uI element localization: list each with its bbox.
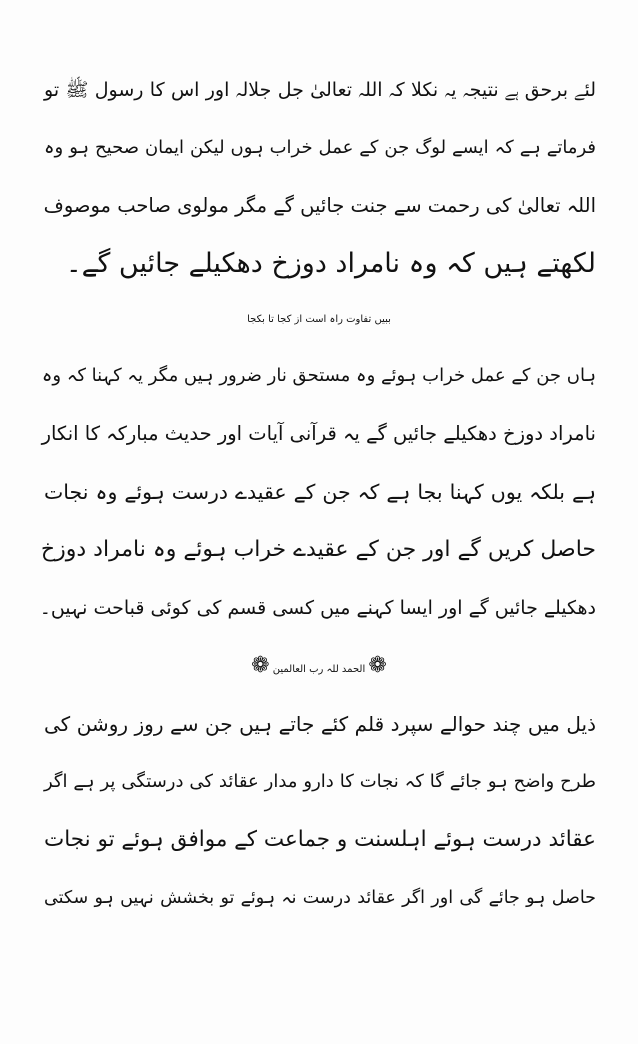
text-line: لکھتے ہیں کہ وہ نامراد دوزخ دھکیلے جائیں گے۔ <box>65 248 596 279</box>
ornament-icon: ❁ <box>251 653 270 678</box>
text-line: عقائد درست ہوئے اہلسنت و جماعت کے موافق ہوئے تو نجات <box>44 827 596 852</box>
text-line: ذیل میں چند حوالے سپرد قلم کئے جاتے ہیں جن سے روز روشن کی <box>44 712 596 736</box>
text-line: ہے بلکہ یوں کہنا بجا ہے کہ جن کے عقیدے درست ہوئے وہ نجات <box>44 480 596 504</box>
doxology-heading <box>0 646 638 690</box>
text-line: حاصل کریں گے اور جن کے عقیدے خراب ہوئے وہ نامراد دوزخ <box>40 537 596 562</box>
text-line: اللہ تعالیٰ کی رحمت سے جنت جائیں گے مگر مولوی صاحب موصوف <box>43 194 596 217</box>
text-line: فرماتے ہے کہ ایسے لوگ جن کے عمل خراب ہوں لیکن ایمان صحیح ہو وہ <box>44 137 596 158</box>
text-line: ہاں جن کے عمل خراب ہوئے وہ مستحق نار ضرور ہیں مگر یہ کہنا کہ وہ <box>41 365 596 386</box>
text-line: نامراد دوزخ دھکیلے جائیں گے یہ قرآنی آیات اور حدیث مبارکہ کا انکار <box>41 422 596 445</box>
doxology-text: الحمد للہ رب العالمین <box>272 664 366 675</box>
text-line: حاصل ہو جائے گی اور اگر عقائد درست نہ ہوئے تو بخشش نہیں ہو سکتی <box>44 888 596 908</box>
text-line: لئے برحق ہے نتیجہ یہ نکلا کہ اللہ تعالیٰ جل جلالہ اور اس کا رسول ﷺ تو <box>44 79 596 101</box>
text-line: دھکیلے جائیں گے اور ایسا کہنے میں کسی قسم کی کوئی قباحت نہیں۔ <box>39 597 596 619</box>
text-line: طرح واضح ہو جائے گا کہ نجات کا دارو مدار عقائد کی درستگی پر ہے اگر <box>44 771 596 792</box>
verse-line: ببیں تفاوت راہ است از کجا تا بکجا <box>247 314 391 325</box>
ornament-icon: ❁ <box>368 653 387 678</box>
